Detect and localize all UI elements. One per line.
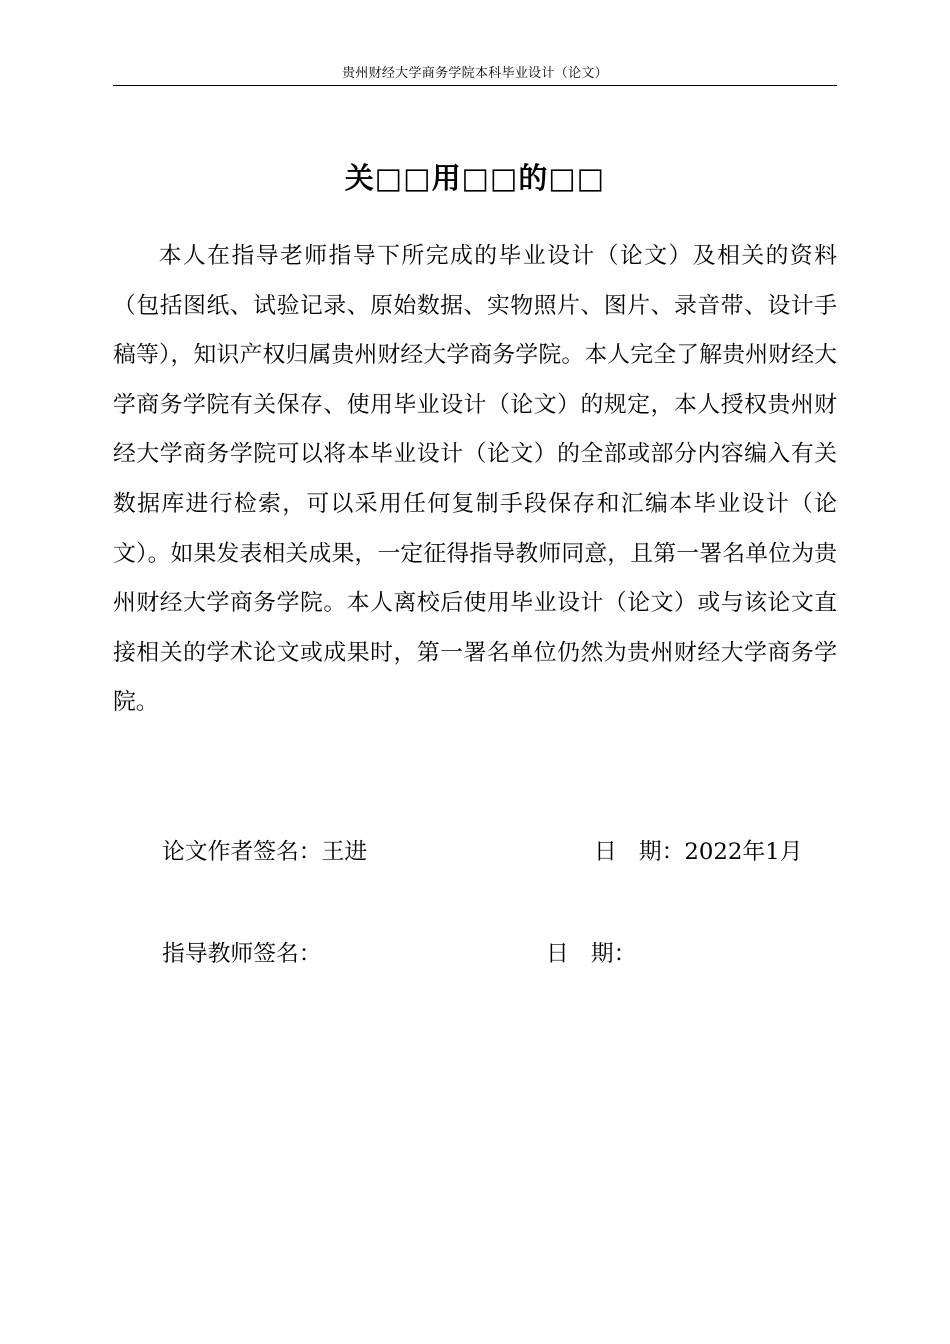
page-title: 关□□用□□的□□ <box>344 161 606 195</box>
page-header: 贵州财经大学商务学院本科毕业设计（论文） <box>341 66 608 81</box>
header-divider <box>113 85 837 86</box>
date-label-char1: 日 <box>546 941 569 967</box>
teacher-date-line <box>546 938 636 970</box>
teacher-signature-label: 指导教师签名： <box>162 941 322 967</box>
teacher-signature-line <box>162 938 322 970</box>
date-label-char2: 期： <box>590 941 637 967</box>
author-date-value: 2022年1月 <box>684 839 803 865</box>
author-name: 王进 <box>321 839 368 865</box>
date-label-char2: 期： <box>638 839 685 865</box>
author-signature-line <box>162 836 367 868</box>
author-date-line <box>594 836 803 868</box>
date-label-char1: 日 <box>594 839 617 865</box>
declaration-paragraph: 本人在指导老师指导下所完成的毕业设计（论文）及相关的资料（包括图纸、试验记录、原始数据、实物照片、图片、录音带、设计手稿等），知识产权归属贵州财经大学商务学院。本人完全了解贵州财经大学商务学院有关保存、使用毕业设计（论文）的规定，本人授权贵州财经大学商务学院可以将本毕业设计（论文）的全部或部分内容编入有关数据库进行检索，可以采用任何复制手段保存和汇编本毕业设计（论文）。如果发表相关成果，一定征得指导教师同意，且第一署名单位为贵州财经大学商务学院。本人离校后使用毕业设计（论文）或与该论文直接相关的学术论文或成果时，第一署名单位仍然为贵州财经大学商务学院。 <box>113 243 837 716</box>
author-signature-label: 论文作者签名： <box>162 839 322 865</box>
